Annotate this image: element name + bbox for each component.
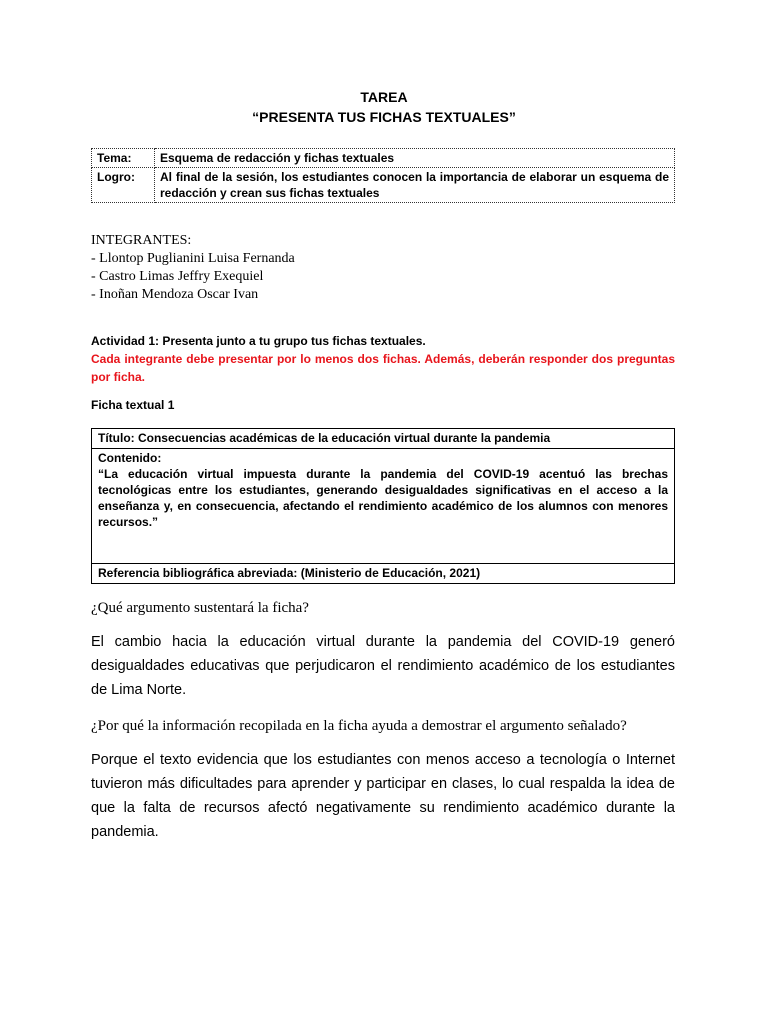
ficha-textual-box (91, 428, 675, 584)
document-subtitle: “PRESENTA TUS FICHAS TEXTUALES” (252, 109, 516, 125)
info-table (91, 148, 675, 203)
contenido-label: Contenido: (98, 451, 162, 465)
answer-1: El cambio hacia la educación virtual durante la pandemia del COVID-19 generó desigualdades educativas que perjudicaron el rendimiento académico de los estudiantes de Lima Norte. (91, 634, 675, 698)
logro-label: Logro: (92, 168, 155, 203)
document-title: TAREA (360, 89, 408, 105)
question-1: ¿Qué argumento sustentará la ficha? (91, 600, 309, 616)
ficha-titulo: Título: Consecuencias académicas de la educación virtual durante la pandemia (92, 429, 674, 449)
actividad-line: Actividad 1: Presenta junto a tu grupo tus fichas textuales. (91, 334, 426, 348)
actividad-instruction: Cada integrante debe presentar por lo menos dos fichas. Además, deberán responder dos preguntas por ficha. (91, 352, 675, 384)
tema-value: Esquema de redacción y fichas textuales (155, 149, 675, 168)
member-item: - Castro Limas Jeffry Exequiel (91, 269, 264, 284)
ficha-label: Ficha textual 1 (91, 398, 175, 412)
member-item: - Inoñan Mendoza Oscar Ivan (91, 287, 259, 302)
logro-value: Al final de la sesión, los estudiantes conocen la importancia de elaborar un esquema de redacción y crean sus fichas textuales (155, 168, 675, 203)
ficha-contenido (92, 449, 674, 564)
integrantes-label: INTEGRANTES: (91, 233, 192, 248)
question-2: ¿Por qué la información recopilada en la ficha ayuda a demostrar el argumento señalado? (91, 718, 627, 734)
tema-label: Tema: (92, 149, 155, 168)
actividad-section (91, 332, 675, 386)
integrantes-section (91, 232, 295, 304)
member-item: - Llontop Puglianini Luisa Fernanda (91, 251, 295, 266)
ficha-referencia: Referencia bibliográfica abreviada: (Ministerio de Educación, 2021) (98, 566, 481, 580)
answer-2: Porque el texto evidencia que los estudiantes con menos acceso a tecnología o Internet tuvieron más dificultades para aprender y participar en clases, lo cual respalda la idea de que la falta de recursos afectó negativamente su rendimiento académico durante la pandemia. (91, 752, 675, 840)
tema-row (92, 149, 675, 168)
contenido-text: “La educación virtual impuesta durante la pandemia del COVID-19 acentuó las brechas tecnológicas entre los estudiantes, generando desigualdades significativas en el acceso a la enseñanza y, en consecuencia, afectando el rendimiento académico de los alumnos con menores recursos.” (98, 467, 668, 529)
logro-row (92, 168, 675, 203)
